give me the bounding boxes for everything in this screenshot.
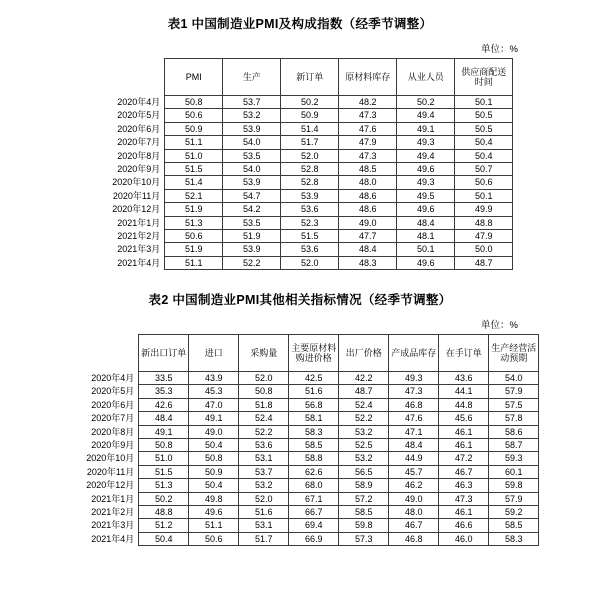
col-header-business-expectations: 生产经营活动预期 bbox=[489, 335, 539, 372]
table-row bbox=[87, 243, 513, 256]
data-cell: 46.7 bbox=[389, 519, 439, 532]
data-cell: 48.0 bbox=[389, 505, 439, 518]
data-cell: 50.9 bbox=[281, 109, 339, 122]
data-cell: 50.2 bbox=[281, 96, 339, 109]
data-cell: 47.3 bbox=[439, 492, 489, 505]
table-row bbox=[87, 203, 513, 216]
col-header-imports: 进口 bbox=[189, 335, 239, 372]
data-cell: 53.2 bbox=[223, 109, 281, 122]
data-cell: 49.1 bbox=[139, 425, 189, 438]
col-header-supplier-delivery: 供应商配送时间 bbox=[455, 59, 513, 96]
data-cell: 48.8 bbox=[455, 216, 513, 229]
data-cell: 66.9 bbox=[289, 532, 339, 545]
row-label: 2020年6月 bbox=[61, 398, 139, 411]
data-cell: 53.9 bbox=[223, 176, 281, 189]
data-cell: 48.1 bbox=[397, 229, 455, 242]
data-cell: 52.4 bbox=[339, 398, 389, 411]
data-cell: 47.3 bbox=[339, 109, 397, 122]
data-cell: 49.9 bbox=[455, 203, 513, 216]
data-cell: 48.0 bbox=[339, 176, 397, 189]
table-row bbox=[61, 519, 539, 532]
row-label: 2020年12月 bbox=[87, 203, 165, 216]
data-cell: 51.6 bbox=[289, 385, 339, 398]
data-cell: 69.4 bbox=[289, 519, 339, 532]
data-cell: 54.0 bbox=[223, 136, 281, 149]
table-1-title: 表1 中国制造业PMI及构成指数（经季节调整） bbox=[167, 17, 433, 31]
data-cell: 51.1 bbox=[165, 136, 223, 149]
data-cell: 51.1 bbox=[165, 256, 223, 269]
data-cell: 58.5 bbox=[289, 439, 339, 452]
data-cell: 49.0 bbox=[389, 492, 439, 505]
data-cell: 46.2 bbox=[389, 479, 439, 492]
data-cell: 47.0 bbox=[189, 398, 239, 411]
data-cell: 44.9 bbox=[389, 452, 439, 465]
table-row bbox=[61, 532, 539, 545]
table-row bbox=[61, 385, 539, 398]
table-row bbox=[61, 439, 539, 452]
row-label: 2020年9月 bbox=[61, 439, 139, 452]
data-cell: 53.6 bbox=[281, 203, 339, 216]
data-cell: 57.9 bbox=[489, 385, 539, 398]
data-cell: 53.9 bbox=[223, 243, 281, 256]
table-row bbox=[61, 372, 539, 385]
data-cell: 45.7 bbox=[389, 465, 439, 478]
row-label: 2021年3月 bbox=[61, 519, 139, 532]
data-cell: 53.6 bbox=[281, 243, 339, 256]
data-cell: 67.1 bbox=[289, 492, 339, 505]
data-cell: 52.3 bbox=[281, 216, 339, 229]
data-cell: 46.8 bbox=[389, 398, 439, 411]
data-cell: 59.8 bbox=[339, 519, 389, 532]
data-cell: 49.4 bbox=[397, 109, 455, 122]
data-cell: 50.1 bbox=[455, 96, 513, 109]
table-2-wrapper bbox=[0, 334, 600, 546]
data-cell: 54.0 bbox=[223, 162, 281, 175]
data-cell: 47.1 bbox=[389, 425, 439, 438]
data-cell: 35.3 bbox=[139, 385, 189, 398]
col-header-finished-goods-inventory: 产成品库存 bbox=[389, 335, 439, 372]
data-cell: 48.2 bbox=[339, 96, 397, 109]
data-cell: 42.5 bbox=[289, 372, 339, 385]
data-cell: 58.5 bbox=[339, 505, 389, 518]
row-label: 2020年9月 bbox=[87, 162, 165, 175]
data-cell: 48.7 bbox=[455, 256, 513, 269]
data-cell: 52.1 bbox=[165, 189, 223, 202]
data-cell: 50.2 bbox=[139, 492, 189, 505]
table-2-body bbox=[61, 372, 539, 546]
data-cell: 42.6 bbox=[139, 398, 189, 411]
table-row bbox=[87, 149, 513, 162]
data-cell: 50.6 bbox=[165, 229, 223, 242]
data-cell: 49.3 bbox=[397, 136, 455, 149]
data-cell: 46.1 bbox=[439, 505, 489, 518]
row-label: 2020年12月 bbox=[61, 479, 139, 492]
table-1-body bbox=[87, 96, 513, 270]
data-cell: 51.7 bbox=[239, 532, 289, 545]
data-cell: 51.9 bbox=[223, 229, 281, 242]
data-cell: 48.7 bbox=[339, 385, 389, 398]
data-cell: 50.1 bbox=[455, 189, 513, 202]
row-label: 2021年2月 bbox=[61, 505, 139, 518]
data-cell: 53.5 bbox=[223, 149, 281, 162]
data-cell: 50.7 bbox=[455, 162, 513, 175]
data-cell: 46.0 bbox=[439, 532, 489, 545]
table-row bbox=[61, 452, 539, 465]
data-cell: 58.6 bbox=[489, 425, 539, 438]
data-cell: 53.7 bbox=[239, 465, 289, 478]
data-cell: 53.7 bbox=[223, 96, 281, 109]
table-1-corner bbox=[87, 59, 165, 96]
data-cell: 53.6 bbox=[239, 439, 289, 452]
data-cell: 57.5 bbox=[489, 398, 539, 411]
data-cell: 49.6 bbox=[397, 203, 455, 216]
data-cell: 50.6 bbox=[165, 109, 223, 122]
data-cell: 52.0 bbox=[281, 149, 339, 162]
table-1-wrapper bbox=[0, 58, 600, 270]
data-cell: 50.8 bbox=[165, 96, 223, 109]
data-cell: 50.5 bbox=[455, 122, 513, 135]
data-cell: 47.6 bbox=[339, 122, 397, 135]
data-cell: 59.8 bbox=[489, 479, 539, 492]
col-header-output-prices: 出厂价格 bbox=[339, 335, 389, 372]
data-cell: 46.3 bbox=[439, 479, 489, 492]
data-cell: 53.9 bbox=[223, 122, 281, 135]
table-row bbox=[87, 189, 513, 202]
data-cell: 54.2 bbox=[223, 203, 281, 216]
data-cell: 51.4 bbox=[281, 122, 339, 135]
col-header-new-export-orders: 新出口订单 bbox=[139, 335, 189, 372]
row-label: 2020年4月 bbox=[87, 96, 165, 109]
data-cell: 50.6 bbox=[189, 532, 239, 545]
data-cell: 53.1 bbox=[239, 452, 289, 465]
table-row bbox=[87, 122, 513, 135]
data-cell: 51.9 bbox=[165, 243, 223, 256]
data-cell: 50.1 bbox=[397, 243, 455, 256]
data-cell: 58.7 bbox=[489, 439, 539, 452]
data-cell: 46.1 bbox=[439, 425, 489, 438]
row-label: 2020年10月 bbox=[61, 452, 139, 465]
table-row bbox=[61, 412, 539, 425]
data-cell: 58.3 bbox=[489, 532, 539, 545]
data-cell: 52.0 bbox=[239, 372, 289, 385]
data-cell: 58.5 bbox=[489, 519, 539, 532]
data-cell: 53.2 bbox=[339, 425, 389, 438]
data-cell: 54.7 bbox=[223, 189, 281, 202]
data-cell: 53.9 bbox=[281, 189, 339, 202]
data-cell: 47.2 bbox=[439, 452, 489, 465]
pmi-composition-table bbox=[87, 58, 514, 270]
data-cell: 47.9 bbox=[339, 136, 397, 149]
row-label: 2021年2月 bbox=[87, 229, 165, 242]
table-row bbox=[87, 109, 513, 122]
data-cell: 48.4 bbox=[389, 439, 439, 452]
table-row bbox=[87, 176, 513, 189]
data-cell: 50.5 bbox=[455, 109, 513, 122]
table-row bbox=[61, 492, 539, 505]
data-cell: 51.8 bbox=[239, 398, 289, 411]
col-header-input-prices: 主要原材料购进价格 bbox=[289, 335, 339, 372]
row-label: 2020年4月 bbox=[61, 372, 139, 385]
data-cell: 49.3 bbox=[397, 176, 455, 189]
data-cell: 49.5 bbox=[397, 189, 455, 202]
row-label: 2021年4月 bbox=[61, 532, 139, 545]
table-row bbox=[87, 229, 513, 242]
table-row bbox=[87, 96, 513, 109]
data-cell: 51.6 bbox=[239, 505, 289, 518]
table-row bbox=[87, 256, 513, 269]
data-cell: 45.6 bbox=[439, 412, 489, 425]
table-2-title: 表2 中国制造业PMI其他相关指标情况（经季节调整） bbox=[148, 293, 452, 308]
data-cell: 44.1 bbox=[439, 385, 489, 398]
data-cell: 50.8 bbox=[239, 385, 289, 398]
data-cell: 52.2 bbox=[339, 412, 389, 425]
data-cell: 33.5 bbox=[139, 372, 189, 385]
data-cell: 53.2 bbox=[339, 452, 389, 465]
data-cell: 46.8 bbox=[389, 532, 439, 545]
data-cell: 42.2 bbox=[339, 372, 389, 385]
data-cell: 51.2 bbox=[139, 519, 189, 532]
data-cell: 50.8 bbox=[189, 452, 239, 465]
data-cell: 56.8 bbox=[289, 398, 339, 411]
row-label: 2021年1月 bbox=[61, 492, 139, 505]
data-cell: 59.3 bbox=[489, 452, 539, 465]
data-cell: 44.8 bbox=[439, 398, 489, 411]
data-cell: 46.1 bbox=[439, 439, 489, 452]
data-cell: 50.4 bbox=[189, 439, 239, 452]
table-row bbox=[87, 216, 513, 229]
table-2-header-row bbox=[61, 335, 539, 372]
row-label: 2021年3月 bbox=[87, 243, 165, 256]
data-cell: 57.3 bbox=[339, 532, 389, 545]
data-cell: 47.3 bbox=[389, 385, 439, 398]
data-cell: 51.3 bbox=[139, 479, 189, 492]
data-cell: 51.3 bbox=[165, 216, 223, 229]
data-cell: 52.2 bbox=[223, 256, 281, 269]
data-cell: 51.9 bbox=[165, 203, 223, 216]
data-cell: 53.5 bbox=[223, 216, 281, 229]
row-label: 2020年8月 bbox=[87, 149, 165, 162]
col-header-production: 生产 bbox=[223, 59, 281, 96]
data-cell: 52.8 bbox=[281, 176, 339, 189]
data-cell: 48.4 bbox=[397, 216, 455, 229]
data-cell: 50.6 bbox=[455, 176, 513, 189]
col-header-purchase-volume: 采购量 bbox=[239, 335, 289, 372]
data-cell: 57.2 bbox=[339, 492, 389, 505]
data-cell: 68.0 bbox=[289, 479, 339, 492]
data-cell: 49.6 bbox=[397, 256, 455, 269]
data-cell: 47.7 bbox=[339, 229, 397, 242]
data-cell: 54.0 bbox=[489, 372, 539, 385]
data-cell: 51.4 bbox=[165, 176, 223, 189]
data-cell: 48.4 bbox=[339, 243, 397, 256]
table-row bbox=[61, 425, 539, 438]
table-2-unit: 单位：% bbox=[481, 320, 518, 332]
data-cell: 60.1 bbox=[489, 465, 539, 478]
data-cell: 58.9 bbox=[339, 479, 389, 492]
table-row bbox=[61, 465, 539, 478]
data-cell: 43.9 bbox=[189, 372, 239, 385]
col-header-raw-material-inventory: 原材料库存 bbox=[339, 59, 397, 96]
table-row bbox=[61, 505, 539, 518]
table-row bbox=[87, 162, 513, 175]
table-row bbox=[87, 136, 513, 149]
data-cell: 52.8 bbox=[281, 162, 339, 175]
row-label: 2021年4月 bbox=[87, 256, 165, 269]
table-1-unit: 单位：% bbox=[481, 44, 518, 55]
data-cell: 49.1 bbox=[397, 122, 455, 135]
table-row bbox=[61, 479, 539, 492]
table-1-header-row bbox=[87, 59, 513, 96]
data-cell: 52.4 bbox=[239, 412, 289, 425]
data-cell: 50.4 bbox=[189, 479, 239, 492]
data-cell: 47.3 bbox=[339, 149, 397, 162]
data-cell: 49.6 bbox=[397, 162, 455, 175]
data-cell: 48.6 bbox=[339, 189, 397, 202]
data-cell: 62.6 bbox=[289, 465, 339, 478]
data-cell: 51.7 bbox=[281, 136, 339, 149]
data-cell: 53.2 bbox=[239, 479, 289, 492]
row-label: 2020年11月 bbox=[61, 465, 139, 478]
data-cell: 50.4 bbox=[455, 136, 513, 149]
data-cell: 50.4 bbox=[139, 532, 189, 545]
col-header-employment: 从业人员 bbox=[397, 59, 455, 96]
col-header-pmi: PMI bbox=[165, 59, 223, 96]
data-cell: 51.1 bbox=[189, 519, 239, 532]
document-page bbox=[0, 14, 600, 600]
data-cell: 48.4 bbox=[139, 412, 189, 425]
data-cell: 50.8 bbox=[139, 439, 189, 452]
data-cell: 66.7 bbox=[289, 505, 339, 518]
data-cell: 52.5 bbox=[339, 439, 389, 452]
data-cell: 51.5 bbox=[165, 162, 223, 175]
data-cell: 52.0 bbox=[239, 492, 289, 505]
data-cell: 47.6 bbox=[389, 412, 439, 425]
data-cell: 47.9 bbox=[455, 229, 513, 242]
col-header-backlog-orders: 在手订单 bbox=[439, 335, 489, 372]
data-cell: 48.8 bbox=[139, 505, 189, 518]
row-label: 2020年11月 bbox=[87, 189, 165, 202]
data-cell: 48.5 bbox=[339, 162, 397, 175]
data-cell: 49.3 bbox=[389, 372, 439, 385]
data-cell: 52.2 bbox=[239, 425, 289, 438]
row-label: 2020年10月 bbox=[87, 176, 165, 189]
data-cell: 58.1 bbox=[289, 412, 339, 425]
table-2-corner bbox=[61, 335, 139, 372]
data-cell: 50.2 bbox=[397, 96, 455, 109]
data-cell: 50.4 bbox=[455, 149, 513, 162]
data-cell: 45.3 bbox=[189, 385, 239, 398]
col-header-new-orders: 新订单 bbox=[281, 59, 339, 96]
data-cell: 49.0 bbox=[189, 425, 239, 438]
data-cell: 51.0 bbox=[139, 452, 189, 465]
data-cell: 57.9 bbox=[489, 492, 539, 505]
data-cell: 58.8 bbox=[289, 452, 339, 465]
data-cell: 50.9 bbox=[165, 122, 223, 135]
data-cell: 52.0 bbox=[281, 256, 339, 269]
data-cell: 49.0 bbox=[339, 216, 397, 229]
pmi-other-indicators-table bbox=[61, 334, 540, 546]
data-cell: 51.0 bbox=[165, 149, 223, 162]
row-label: 2020年5月 bbox=[61, 385, 139, 398]
row-label: 2020年7月 bbox=[87, 136, 165, 149]
row-label: 2020年5月 bbox=[87, 109, 165, 122]
data-cell: 43.6 bbox=[439, 372, 489, 385]
data-cell: 57.8 bbox=[489, 412, 539, 425]
data-cell: 48.3 bbox=[339, 256, 397, 269]
row-label: 2020年7月 bbox=[61, 412, 139, 425]
row-label: 2021年1月 bbox=[87, 216, 165, 229]
row-label: 2020年6月 bbox=[87, 122, 165, 135]
data-cell: 51.5 bbox=[281, 229, 339, 242]
data-cell: 49.4 bbox=[397, 149, 455, 162]
data-cell: 49.8 bbox=[189, 492, 239, 505]
data-cell: 48.6 bbox=[339, 203, 397, 216]
data-cell: 49.1 bbox=[189, 412, 239, 425]
data-cell: 51.5 bbox=[139, 465, 189, 478]
data-cell: 53.1 bbox=[239, 519, 289, 532]
data-cell: 56.5 bbox=[339, 465, 389, 478]
data-cell: 49.6 bbox=[189, 505, 239, 518]
data-cell: 50.0 bbox=[455, 243, 513, 256]
row-label: 2020年8月 bbox=[61, 425, 139, 438]
data-cell: 59.2 bbox=[489, 505, 539, 518]
data-cell: 58.3 bbox=[289, 425, 339, 438]
data-cell: 46.6 bbox=[439, 519, 489, 532]
data-cell: 50.9 bbox=[189, 465, 239, 478]
table-row bbox=[61, 398, 539, 411]
data-cell: 46.7 bbox=[439, 465, 489, 478]
